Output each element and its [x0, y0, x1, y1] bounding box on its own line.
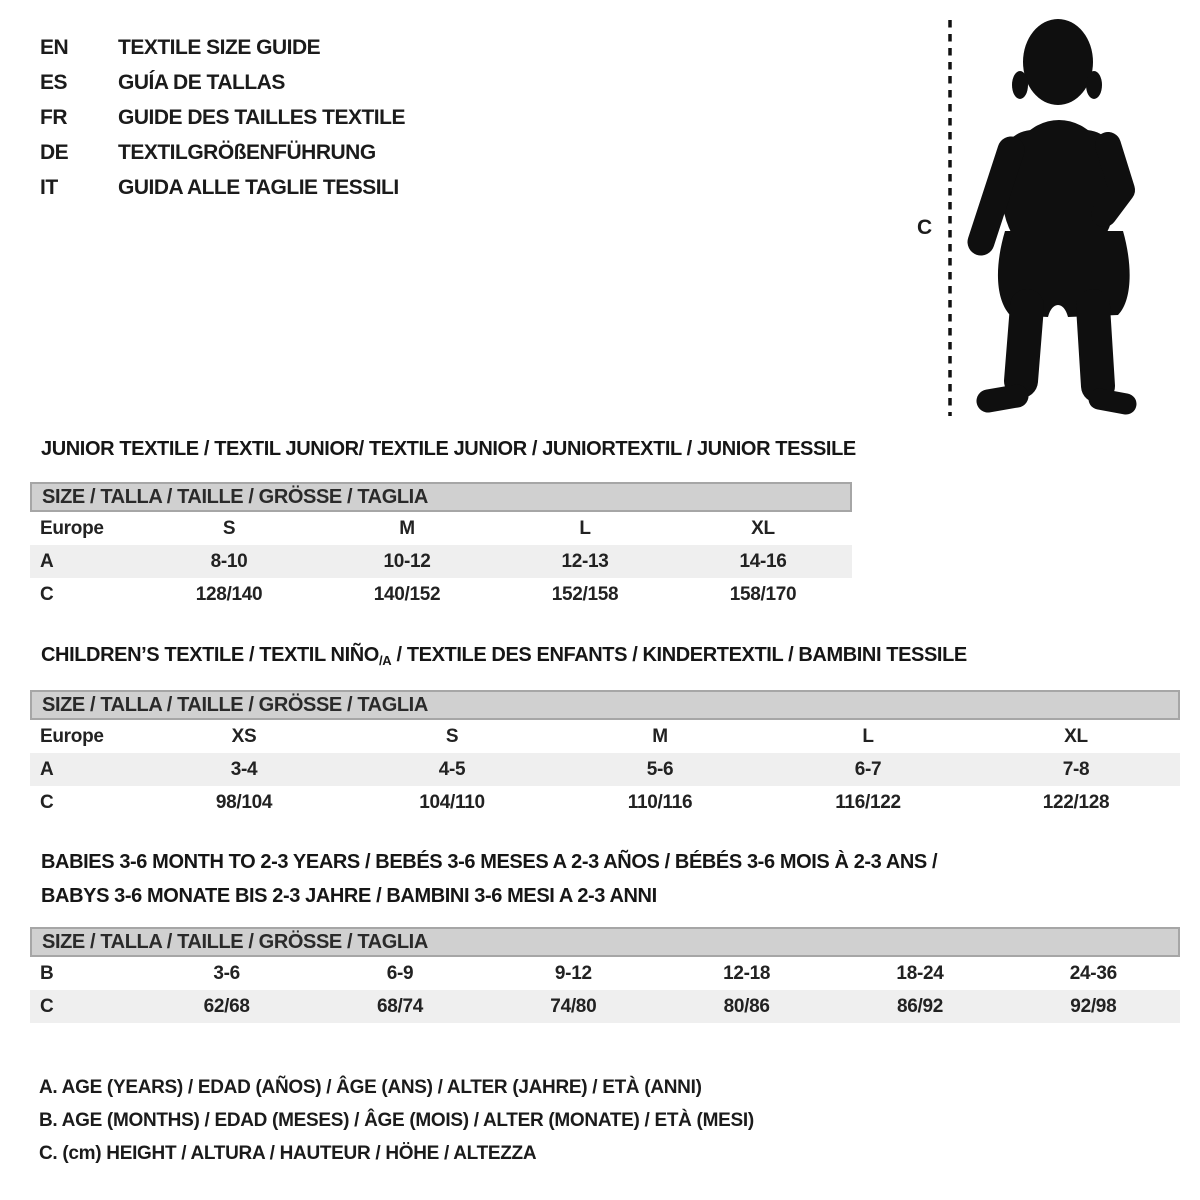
children-title-sub: /A: [378, 653, 392, 668]
language-code: FR: [40, 106, 67, 129]
babies-title-line1: BABIES 3-6 MONTH TO 2-3 YEARS / BEBÉS 3-6 MESES A 2-3 AÑOS / BÉBÉS 3-6 MOIS À 2-3 ANS /: [41, 851, 938, 873]
cell: 4-5: [348, 753, 556, 786]
language-title: GUIDE DES TAILLES TEXTILE: [118, 106, 405, 129]
cell: 24-36: [1069, 962, 1117, 984]
size-header-band: [30, 690, 1180, 720]
language-code: ES: [40, 71, 68, 94]
language-title: TEXTILGRÖßENFÜHRUNG: [118, 141, 376, 164]
cell: 92/98: [1007, 990, 1180, 1023]
cell: 9-12: [554, 962, 592, 984]
size-header-text: SIZE / TALLA / TAILLE / GRÖSSE / TAGLIA: [42, 694, 428, 716]
language-row-es: [40, 65, 405, 100]
children-section-title: [41, 644, 967, 668]
column-header: Europe: [40, 517, 104, 539]
babies-section-title: [41, 845, 937, 913]
cell: 86/92: [833, 990, 1006, 1023]
children-header-row: [30, 720, 1180, 753]
cell: 18-24: [896, 962, 944, 984]
language-title: TEXTILE SIZE GUIDE: [118, 36, 321, 59]
size-header-band: [30, 927, 1180, 957]
height-measure-label: C: [917, 216, 933, 239]
row-label: A: [30, 753, 140, 786]
language-row-de: [40, 135, 405, 170]
language-row-fr: [40, 100, 405, 135]
babies-size-table: [30, 927, 1180, 1023]
cell: 3-4: [140, 753, 348, 786]
junior-section-title: JUNIOR TEXTILE / TEXTIL JUNIOR/ TEXTILE JUNIOR / JUNIORTEXTIL / JUNIOR TESSILE: [41, 438, 856, 460]
language-row-it: [40, 170, 405, 205]
junior-size-table: [30, 482, 852, 611]
row-label: C: [30, 990, 140, 1023]
language-code: DE: [40, 141, 69, 164]
column-header: S: [222, 517, 236, 539]
cell: 128/140: [195, 583, 263, 605]
cell: 10-12: [318, 545, 496, 578]
cell: 12-13: [496, 545, 674, 578]
cell: 110/116: [627, 791, 693, 813]
size-header-band: [30, 482, 852, 512]
children-row-a: [30, 753, 1180, 786]
children-size-table: [30, 690, 1180, 819]
column-header: S: [445, 725, 459, 747]
junior-table-grid: [30, 512, 852, 611]
cell: 14-16: [674, 545, 852, 578]
cell: 98/104: [215, 791, 273, 813]
language-title: GUÍA DE TALLAS: [118, 71, 285, 94]
toddler-silhouette: [981, 19, 1130, 404]
language-code: EN: [40, 36, 69, 59]
column-header: M: [399, 517, 415, 539]
row-label: A: [30, 545, 140, 578]
cell: 74/80: [487, 990, 660, 1023]
cell: 158/170: [729, 583, 797, 605]
babies-row-b: [30, 957, 1180, 990]
cell: 152/158: [551, 583, 619, 605]
children-title-rest: / TEXTILE DES ENFANTS / KINDERTEXTIL / BAMBINI TESSILE: [391, 644, 967, 666]
row-label: C: [40, 791, 54, 813]
cell: 62/68: [140, 990, 313, 1023]
row-label: C: [40, 583, 54, 605]
column-header: M: [652, 725, 668, 747]
legend-line-c: C. (cm) HEIGHT / ALTURA / HAUTEUR / HÖHE / ALTEZZA: [39, 1143, 537, 1164]
children-table-grid: [30, 720, 1180, 819]
legend-line-a: A. AGE (YEARS) / EDAD (AÑOS) / ÂGE (ANS) / ALTER (JAHRE) / ETÀ (ANNI): [39, 1077, 702, 1098]
language-code: IT: [40, 176, 58, 199]
column-header: L: [862, 725, 874, 747]
children-title-main: CHILDREN’S TEXTILE / TEXTIL NIÑO: [41, 644, 379, 666]
measure-legend: [39, 1071, 754, 1170]
junior-row-a: [30, 545, 852, 578]
cell: 80/86: [660, 990, 833, 1023]
language-row-en: [40, 30, 405, 65]
toddler-silhouette-icon: [895, 10, 1155, 430]
column-header: XL: [751, 517, 775, 539]
row-label: B: [40, 962, 54, 984]
size-header-text: SIZE / TALLA / TAILLE / GRÖSSE / TAGLIA: [42, 486, 428, 508]
cell: 12-18: [723, 962, 771, 984]
cell: 122/128: [1042, 791, 1110, 813]
cell: 68/74: [313, 990, 486, 1023]
babies-row-c: [30, 990, 1180, 1023]
junior-header-row: [30, 512, 852, 545]
cell: 5-6: [556, 753, 764, 786]
cell: 8-10: [140, 545, 318, 578]
babies-table-grid: [30, 957, 1180, 1023]
size-header-text: SIZE / TALLA / TAILLE / GRÖSSE / TAGLIA: [42, 931, 428, 953]
language-title: GUIDA ALLE TAGLIE TESSILI: [118, 176, 399, 199]
cell: 140/152: [373, 583, 441, 605]
children-row-c: [30, 786, 1180, 819]
legend-line-b: B. AGE (MONTHS) / EDAD (MESES) / ÂGE (MOIS) / ALTER (MONATE) / ETÀ (MESI): [39, 1110, 754, 1131]
column-header: L: [579, 517, 591, 539]
language-title-list: [40, 30, 405, 205]
cell: 6-9: [386, 962, 414, 984]
cell: 116/122: [835, 791, 901, 813]
column-header: XL: [1064, 725, 1088, 747]
column-header: XS: [231, 725, 257, 747]
cell: 7-8: [972, 753, 1180, 786]
cell: 6-7: [764, 753, 972, 786]
cell: 104/110: [419, 791, 485, 813]
height-measure-figure: [895, 10, 1155, 430]
junior-row-c: [30, 578, 852, 611]
column-header: Europe: [40, 725, 104, 747]
babies-title-line2: BABYS 3-6 MONATE BIS 2-3 JAHRE / BAMBINI 3-6 MESI A 2-3 ANNI: [41, 885, 657, 907]
cell: 3-6: [213, 962, 240, 984]
